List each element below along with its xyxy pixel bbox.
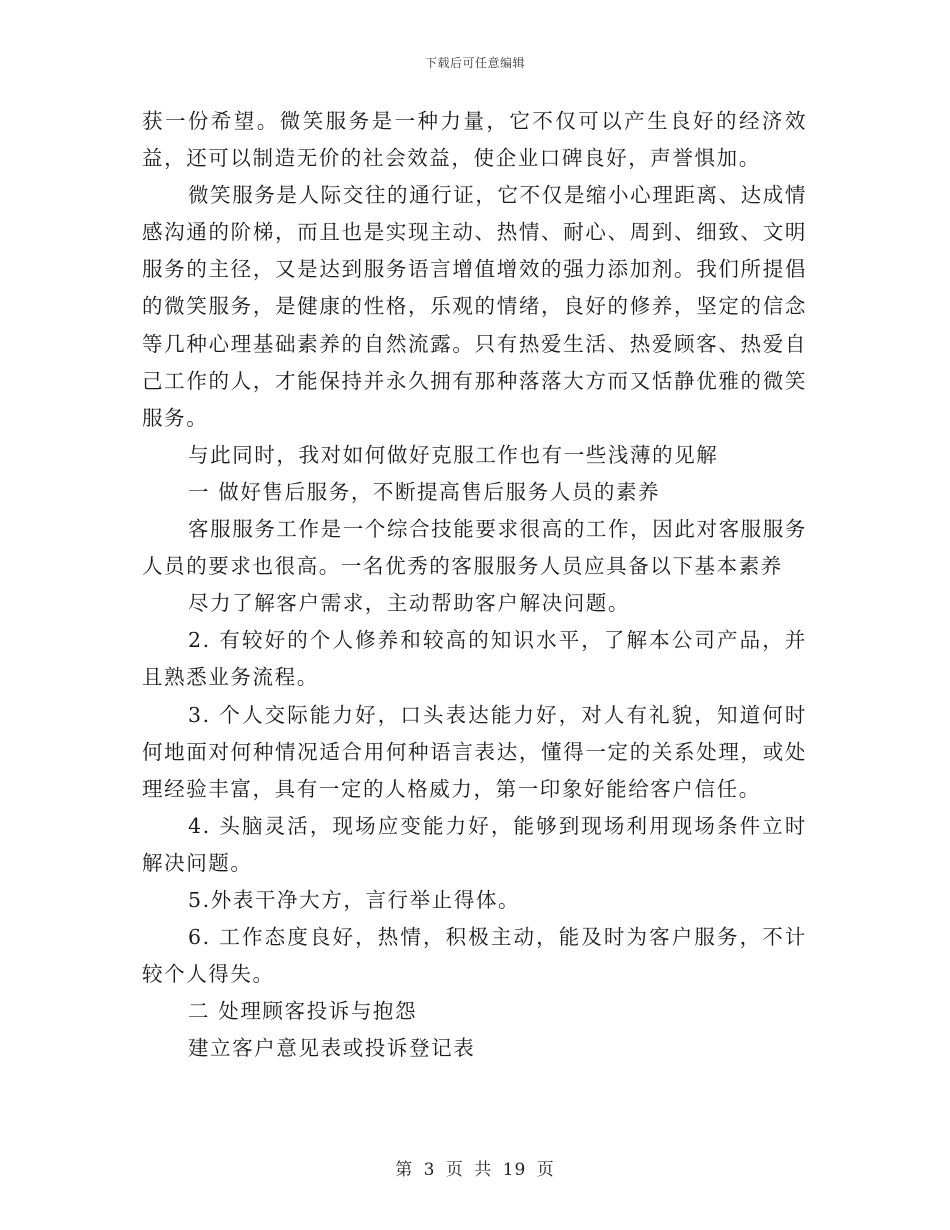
paragraph: 与此同时，我对如何做好克服工作也有一些浅薄的见解	[188, 442, 719, 467]
section-heading: 一 做好售后服务，不断提高售后服务人员的素养	[188, 479, 661, 504]
paragraph: 微笑服务是人际交往的通行证，它不仅是缩小心理距离、达成情感沟通的阶梯，而且也是实现主动、热情、耐心、周到、细致、文明服务的主径，又是达到服务语言增值增效的强力添加剂。我们所提倡的微笑服务，是健康的性格，乐观的情绪，良好的修养，坚定的信念等几种心理基础素养的自然流露。只有热爱生活、热爱顾客、热爱自己工作的人，才能保持并永久拥有那种落落大方而又恬静优雅的微笑服务。	[142, 183, 807, 430]
page-header: 下载后可任意编辑	[424, 56, 525, 70]
paragraph: 获一份希望。微笑服务是一种力量，它不仅可以产生良好的经济效益，还可以制造无价的社会效益，使企业口碑良好，声誉惧加。	[142, 109, 807, 171]
paragraph: 建立客户意见表或投诉登记表	[188, 1036, 476, 1061]
list-item: 3. 个人交际能力好，口头表达能力好，对人有礼貌，知道何时何地面对何种情况适合用何种语言表达，懂得一定的关系处理，或处理经验丰富，具有一定的人格威力，第一印象好能给客户信任。	[142, 702, 807, 801]
page-number-footer: 第 3 页 共 19 页	[395, 1160, 555, 1180]
list-item: 6. 工作态度良好，热情，积极主动，能及时为客户服务，不计较个人得失。	[142, 925, 807, 987]
paragraph: 客服服务工作是一个综合技能要求很高的工作，因此对客服服务人员的要求也很高。一名优秀的客服服务人员应具备以下基本素养	[142, 517, 807, 579]
list-item: 尽力了解客户需求，主动帮助客户解决问题。	[188, 591, 630, 616]
list-item: 5.外表干净大方，言行举止得体。	[188, 887, 521, 912]
section-heading: 二 处理顾客投诉与抱怨	[188, 999, 418, 1024]
list-item: 2. 有较好的个人修养和较高的知识水平，了解本公司产品，并且熟悉业务流程。	[142, 628, 807, 690]
document-body	[142, 103, 807, 1067]
list-item: 4. 头脑灵活，现场应变能力好，能够到现场利用现场条件立时解决问题。	[142, 813, 807, 875]
